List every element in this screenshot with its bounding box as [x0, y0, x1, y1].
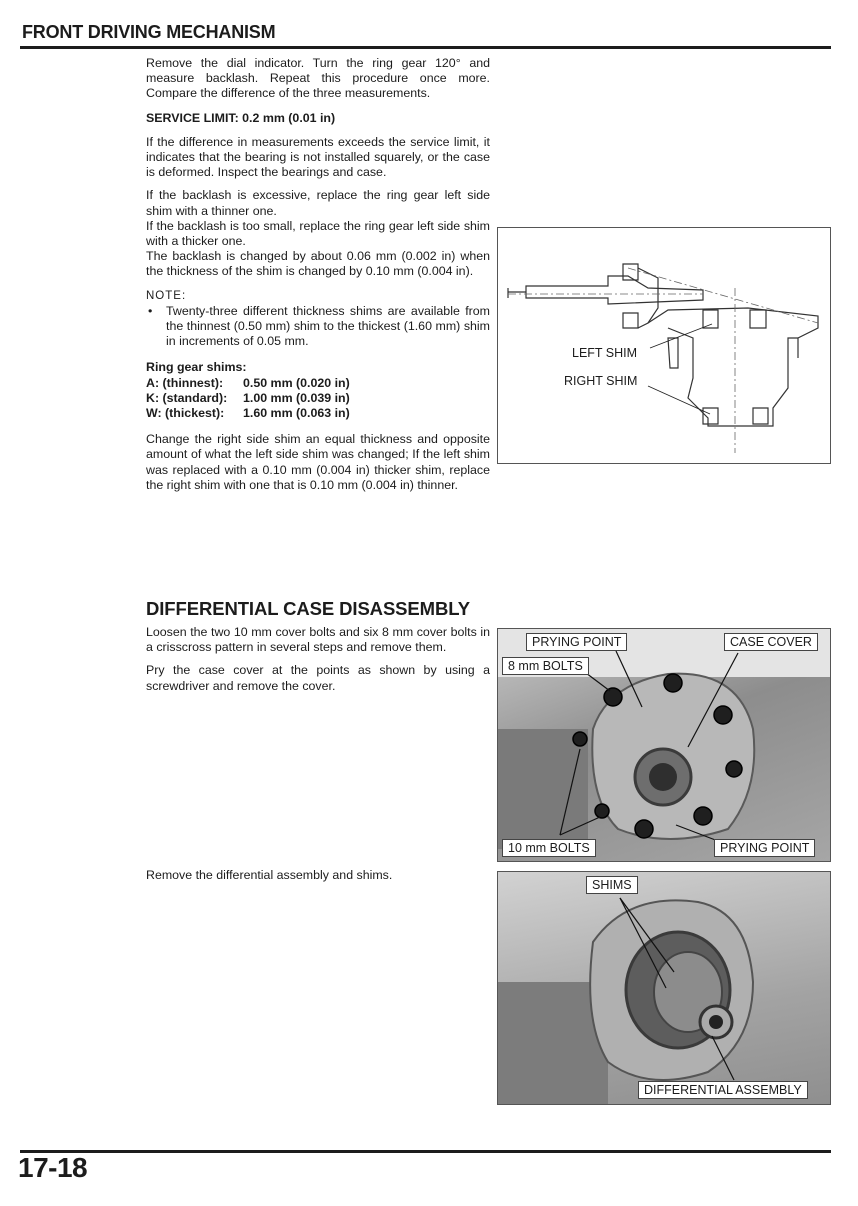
intro-paragraph-3b: If the backlash is too small, replace the ring gear left side shim with a thicker one.	[146, 218, 490, 249]
shim-value: 1.60 mm (0.063 in)	[243, 406, 350, 421]
page-number: 17-18	[18, 1152, 88, 1183]
disassembly-paragraph-3: Remove the differential assembly and shims.	[146, 868, 393, 882]
intro-paragraph-1: Remove the dial indicator. Turn the ring gear 120° and measure backlash. Repeat this procedure once more. Compare the difference of the three measurements.	[146, 56, 490, 101]
prying-point-bottom-callout: PRYING POINT	[714, 839, 815, 857]
case-cover-photo	[497, 628, 831, 862]
footer-rule	[20, 1150, 831, 1153]
intro-paragraph-4: Change the right side shim an equal thickness and opposite amount of what the left side shim was changed; If the left shim was replaced with a 0.10 mm (0.004 in) thicker shim, replace the right shim with one that is 0.10 mm (0.004 in) thinner.	[146, 432, 490, 492]
bullet-dot: •	[148, 303, 153, 318]
disassembly-column	[146, 625, 490, 694]
shim-value: 0.50 mm (0.020 in)	[243, 375, 350, 390]
intro-paragraph-2: If the difference in measurements exceeds the service limit, it indicates that the bearing is not installed squarely, or the case is deformed. Inspect the bearings and case.	[146, 134, 490, 180]
note-bullet-text: Twenty-three different thickness shims are available from the thinnest (0.50 mm) shim to the thickest (1.60 mm) shim in increments of 0.05 mm.	[166, 303, 490, 349]
shim-diagram	[498, 228, 830, 463]
10mm-bolts-callout: 10 mm BOLTS	[502, 839, 596, 857]
disassembly-paragraph-2: Pry the case cover at the points as shown by using a screwdriver and remove the cover.	[146, 663, 490, 693]
note-bullet	[146, 304, 490, 350]
shim-row	[146, 376, 490, 391]
8mm-bolts-callout: 8 mm BOLTS	[502, 657, 589, 675]
shims-table	[146, 360, 490, 421]
intro-column	[146, 56, 490, 493]
prying-point-top-callout: PRYING POINT	[526, 633, 627, 651]
left-shim-label: LEFT SHIM	[572, 346, 638, 360]
differential-assembly-callout: DIFFERENTIAL ASSEMBLY	[638, 1081, 808, 1099]
note-label: NOTE:	[146, 289, 187, 302]
shim-row	[146, 406, 490, 421]
intro-paragraph-3a: If the backlash is excessive, replace the ring gear left side shim with a thinner one.	[146, 188, 490, 218]
service-limit: SERVICE LIMIT: 0.2 mm (0.01 in)	[146, 110, 336, 125]
right-shim-label: RIGHT SHIM	[564, 374, 638, 388]
section-heading: DIFFERENTIAL CASE DISASSEMBLY	[146, 598, 470, 619]
page-header-title: FRONT DRIVING MECHANISM	[22, 22, 276, 42]
disassembly-paragraph-1: Loosen the two 10 mm cover bolts and six 8 mm cover bolts in a crisscross pattern in several steps and remove them.	[146, 625, 490, 655]
shim-row	[146, 391, 490, 406]
intro-paragraph-3c: The backlash is changed by about 0.06 mm (0.002 in) when the thickness of the shim is changed by 0.10 mm (0.004 in).	[146, 249, 490, 279]
shim-key: A: (thinnest):	[146, 375, 224, 390]
header-rule	[20, 46, 831, 49]
shim-key: W: (thickest):	[146, 406, 225, 421]
differential-illustration	[498, 872, 830, 1104]
case-cover-callout: CASE COVER	[724, 633, 818, 651]
shim-diagram-figure	[497, 227, 831, 464]
shim-key: K: (standard):	[146, 390, 228, 405]
differential-assembly-photo	[497, 871, 831, 1105]
shims-callout: SHIMS	[586, 876, 638, 894]
shims-heading: Ring gear shims:	[146, 360, 247, 375]
shim-value: 1.00 mm (0.039 in)	[243, 390, 350, 405]
disassembly-step-3	[146, 868, 490, 883]
